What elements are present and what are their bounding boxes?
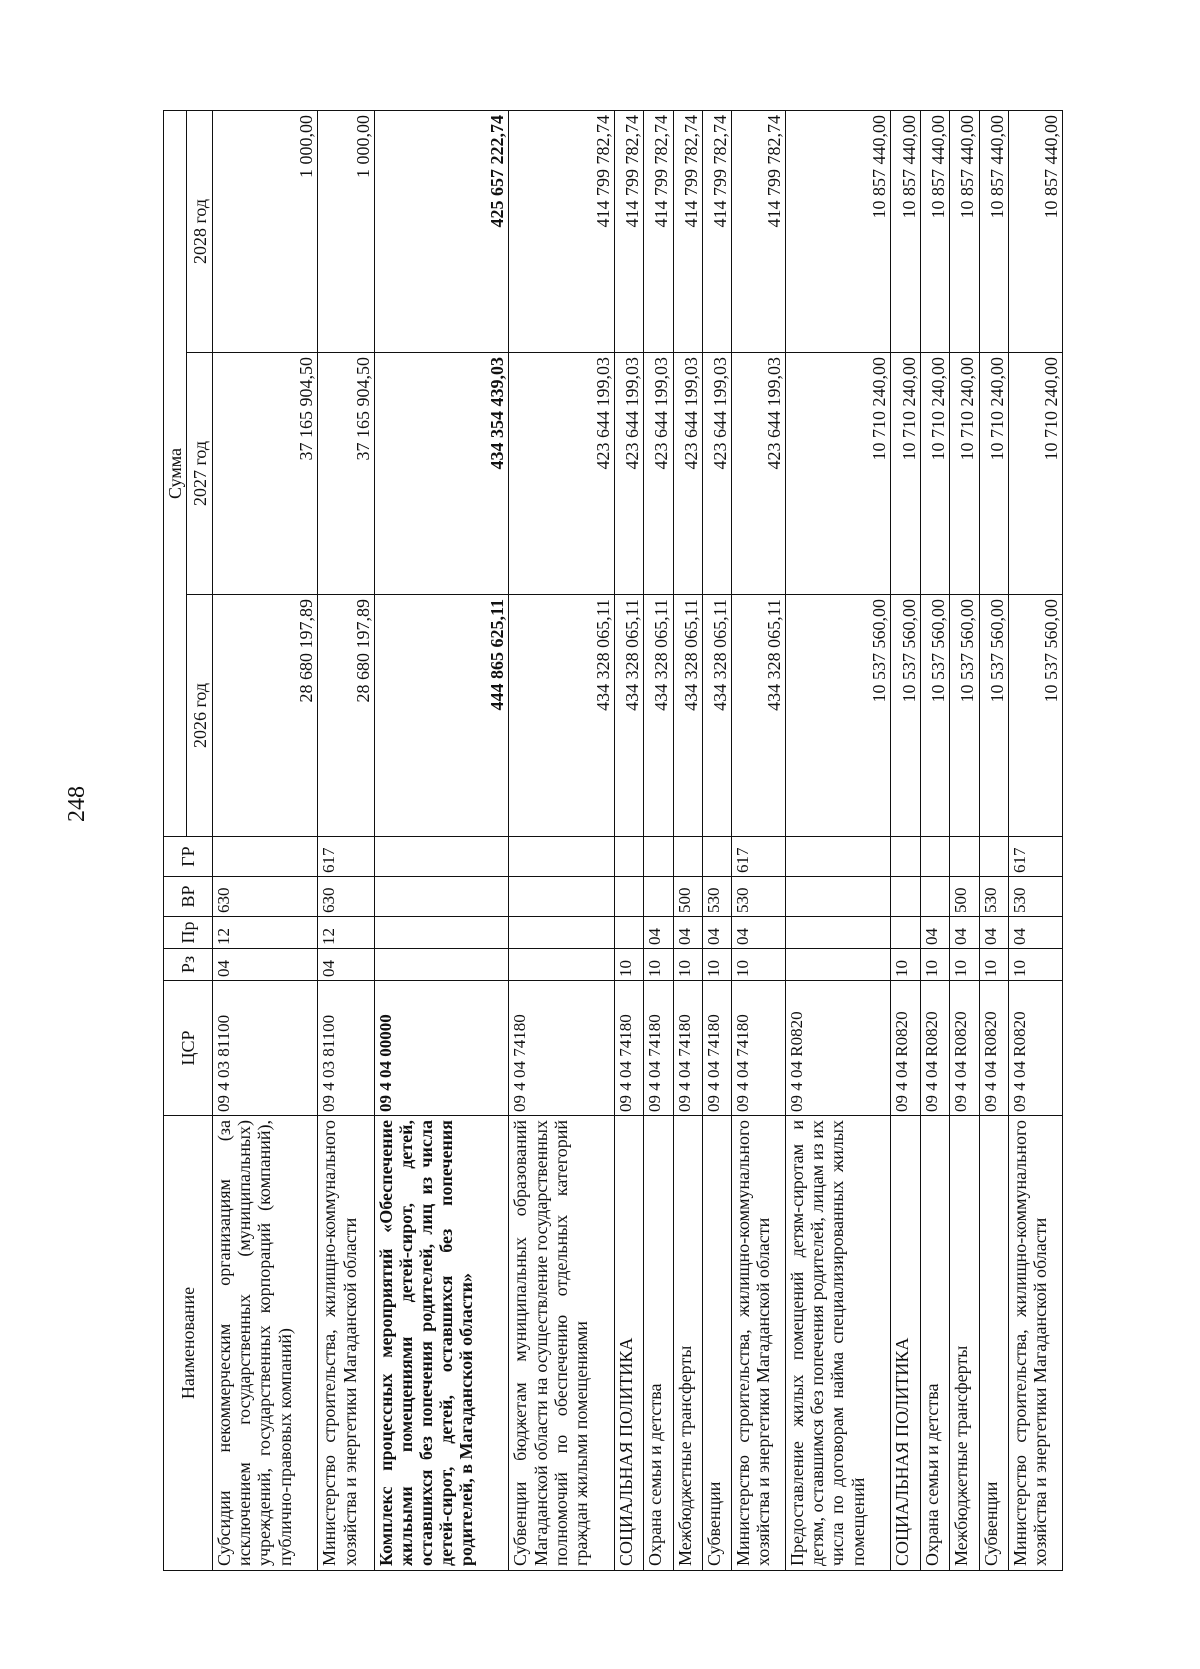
page-number: 248 <box>64 786 90 822</box>
header-rz: Рз <box>164 949 213 981</box>
row-sum-2026: 434 328 065,11 <box>614 595 643 837</box>
row-vr <box>920 877 949 917</box>
row-sum-2028: 10 857 440,00 <box>920 110 949 352</box>
row-pr: 04 <box>644 917 673 949</box>
row-sum-2028: 10 857 440,00 <box>891 110 920 352</box>
table-row <box>950 110 979 1570</box>
row-sum-2028: 10 857 440,00 <box>786 110 891 352</box>
row-csr: 09 4 04 R0820 <box>1008 981 1062 1116</box>
row-pr: 04 <box>673 917 702 949</box>
row-vr: 500 <box>673 877 702 917</box>
row-rz: 10 <box>673 949 702 981</box>
row-rz: 04 <box>318 949 374 981</box>
row-sum-2026: 28 680 197,89 <box>213 595 318 837</box>
row-vr <box>644 877 673 917</box>
row-rz: 10 <box>979 949 1008 981</box>
header-csr: ЦСР <box>164 981 213 1116</box>
row-name: Межбюджетные трансферты <box>950 1116 979 1571</box>
row-gr <box>374 837 509 877</box>
row-csr: 09 4 04 74180 <box>614 981 643 1116</box>
row-sum-2028: 10 857 440,00 <box>1008 110 1062 352</box>
row-sum-2026: 10 537 560,00 <box>920 595 949 837</box>
row-sum-2028: 10 857 440,00 <box>950 110 979 352</box>
row-vr: 500 <box>950 877 979 917</box>
row-vr: 530 <box>732 877 786 917</box>
row-rz: 10 <box>702 949 731 981</box>
row-sum-2028: 414 799 782,74 <box>702 110 731 352</box>
row-pr: 12 <box>318 917 374 949</box>
row-name: Субвенции <box>979 1116 1008 1571</box>
row-csr: 09 4 04 R0820 <box>979 981 1008 1116</box>
header-2028: 2028 год <box>187 110 213 352</box>
row-name: Министерство строительства, жилищно-коммунального хозяйства и энергетики Магаданской области <box>318 1116 374 1571</box>
table-row <box>702 110 731 1570</box>
row-sum-2027: 10 710 240,00 <box>979 353 1008 595</box>
row-rz: 10 <box>732 949 786 981</box>
row-name: Субвенции бюджетам муниципальных образований Магаданской области на осуществление государственных полномочий по обеспечению отдельных категорий граждан жилыми помещениями <box>509 1116 614 1571</box>
row-sum-2026: 434 328 065,11 <box>673 595 702 837</box>
row-sum-2026: 10 537 560,00 <box>1008 595 1062 837</box>
row-sum-2027: 423 644 199,03 <box>732 353 786 595</box>
row-pr: 04 <box>979 917 1008 949</box>
row-gr <box>950 837 979 877</box>
table-row <box>673 110 702 1570</box>
row-name: Предоставление жилых помещений детям-сиротам и детям, оставшимся без попечения родителей, лицам из их числа по договорам найма специализированных жилых помещений <box>786 1116 891 1571</box>
row-vr: 530 <box>702 877 731 917</box>
row-gr <box>644 837 673 877</box>
row-name: Субсидии некоммерческим организациям (за исключением государственных (муниципальных) учреждений, государственных корпораций (компаний), публично-правовых компаний) <box>213 1116 318 1571</box>
row-name: Субвенции <box>702 1116 731 1571</box>
header-2027: 2027 год <box>187 353 213 595</box>
row-gr <box>891 837 920 877</box>
row-sum-2027: 423 644 199,03 <box>702 353 731 595</box>
row-gr <box>213 837 318 877</box>
row-sum-2026: 434 328 065,11 <box>732 595 786 837</box>
row-csr: 09 4 03 81100 <box>213 981 318 1116</box>
budget-table <box>163 110 1063 1571</box>
row-sum-2028: 414 799 782,74 <box>644 110 673 352</box>
row-csr: 09 4 04 74180 <box>732 981 786 1116</box>
row-csr: 09 4 04 74180 <box>644 981 673 1116</box>
table-row <box>644 110 673 1570</box>
row-pr <box>509 917 614 949</box>
row-rz: 10 <box>1008 949 1062 981</box>
row-sum-2027: 37 165 904,50 <box>318 353 374 595</box>
row-sum-2026: 434 328 065,11 <box>644 595 673 837</box>
table-body <box>213 110 1063 1570</box>
row-sum-2026: 10 537 560,00 <box>786 595 891 837</box>
row-sum-2028: 425 657 222,74 <box>374 110 509 352</box>
row-name: Охрана семьи и детства <box>644 1116 673 1571</box>
table-row <box>1008 110 1062 1570</box>
row-gr <box>614 837 643 877</box>
row-sum-2028: 1 000,00 <box>213 110 318 352</box>
row-csr: 09 4 04 74180 <box>673 981 702 1116</box>
table-row <box>213 110 318 1570</box>
row-pr <box>786 917 891 949</box>
row-sum-2026: 10 537 560,00 <box>979 595 1008 837</box>
row-sum-2028: 414 799 782,74 <box>673 110 702 352</box>
row-vr <box>614 877 643 917</box>
row-gr: 617 <box>1008 837 1062 877</box>
row-sum-2026: 434 328 065,11 <box>702 595 731 837</box>
row-sum-2026: 444 865 625,11 <box>374 595 509 837</box>
row-sum-2028: 10 857 440,00 <box>979 110 1008 352</box>
row-sum-2028: 414 799 782,74 <box>509 110 614 352</box>
row-csr: 09 4 04 R0820 <box>891 981 920 1116</box>
row-vr: 630 <box>318 877 374 917</box>
row-sum-2027: 434 354 439,03 <box>374 353 509 595</box>
row-pr <box>374 917 509 949</box>
table-row <box>318 110 374 1570</box>
table-row <box>920 110 949 1570</box>
row-gr <box>786 837 891 877</box>
row-rz: 10 <box>644 949 673 981</box>
row-vr <box>786 877 891 917</box>
row-pr: 04 <box>732 917 786 949</box>
table-row <box>732 110 786 1570</box>
row-rz: 10 <box>891 949 920 981</box>
row-sum-2027: 423 644 199,03 <box>509 353 614 595</box>
row-gr <box>979 837 1008 877</box>
header-pr: Пр <box>164 917 213 949</box>
row-sum-2027: 10 710 240,00 <box>920 353 949 595</box>
header-2026: 2026 год <box>187 595 213 837</box>
row-pr <box>614 917 643 949</box>
row-pr: 12 <box>213 917 318 949</box>
row-pr: 04 <box>702 917 731 949</box>
row-rz <box>374 949 509 981</box>
row-name: Межбюджетные трансферты <box>673 1116 702 1571</box>
row-name: СОЦИАЛЬНАЯ ПОЛИТИКА <box>614 1116 643 1571</box>
row-csr: 09 4 04 74180 <box>509 981 614 1116</box>
row-sum-2027: 10 710 240,00 <box>891 353 920 595</box>
table-row <box>374 110 509 1570</box>
row-rz <box>786 949 891 981</box>
row-rz: 10 <box>920 949 949 981</box>
header-name: Наименование <box>164 1116 213 1571</box>
row-sum-2027: 423 644 199,03 <box>673 353 702 595</box>
row-gr <box>920 837 949 877</box>
row-csr: 09 4 03 81100 <box>318 981 374 1116</box>
header-vr: ВР <box>164 877 213 917</box>
row-sum-2026: 10 537 560,00 <box>891 595 920 837</box>
row-gr: 617 <box>318 837 374 877</box>
row-rz: 10 <box>950 949 979 981</box>
row-sum-2028: 1 000,00 <box>318 110 374 352</box>
row-name: Охрана семьи и детства <box>920 1116 949 1571</box>
row-vr <box>509 877 614 917</box>
table-row <box>979 110 1008 1570</box>
row-sum-2028: 414 799 782,74 <box>614 110 643 352</box>
row-sum-2027: 10 710 240,00 <box>950 353 979 595</box>
row-vr: 530 <box>1008 877 1062 917</box>
table-row <box>891 110 920 1570</box>
row-sum-2027: 10 710 240,00 <box>786 353 891 595</box>
row-csr: 09 4 04 R0820 <box>950 981 979 1116</box>
row-csr: 09 4 04 R0820 <box>920 981 949 1116</box>
row-sum-2027: 423 644 199,03 <box>644 353 673 595</box>
row-name: Министерство строительства, жилищно-коммунального хозяйства и энергетики Магаданской области <box>1008 1116 1062 1571</box>
row-sum-2026: 434 328 065,11 <box>509 595 614 837</box>
row-rz <box>509 949 614 981</box>
header-gr: ГР <box>164 837 213 877</box>
row-rz: 10 <box>614 949 643 981</box>
row-sum-2026: 28 680 197,89 <box>318 595 374 837</box>
row-name: Министерство строительства, жилищно-коммунального хозяйства и энергетики Магаданской области <box>732 1116 786 1571</box>
row-gr <box>702 837 731 877</box>
table-row <box>509 110 614 1570</box>
table-row <box>614 110 643 1570</box>
row-pr: 04 <box>920 917 949 949</box>
row-sum-2026: 10 537 560,00 <box>950 595 979 837</box>
row-sum-2027: 10 710 240,00 <box>1008 353 1062 595</box>
row-gr: 617 <box>732 837 786 877</box>
row-name: Комплекс процессных мероприятий «Обеспечение жильыми помещениями детей-сирот, детей, оставшихся без попечения родителей, лиц из числа детей-сирот, детей, оставшихся без попечения родителей, в Магаданской области» <box>374 1116 509 1571</box>
row-csr: 09 4 04 00000 <box>374 981 509 1116</box>
row-vr <box>891 877 920 917</box>
row-rz: 04 <box>213 949 318 981</box>
row-pr: 04 <box>950 917 979 949</box>
row-vr <box>374 877 509 917</box>
row-sum-2027: 37 165 904,50 <box>213 353 318 595</box>
row-pr <box>891 917 920 949</box>
rotated-page-content <box>163 111 1063 1571</box>
header-sum: Сумма <box>164 110 187 836</box>
row-name: СОЦИАЛЬНАЯ ПОЛИТИКА <box>891 1116 920 1571</box>
row-sum-2028: 414 799 782,74 <box>732 110 786 352</box>
row-gr <box>509 837 614 877</box>
row-csr: 09 4 04 74180 <box>702 981 731 1116</box>
row-vr: 630 <box>213 877 318 917</box>
row-csr: 09 4 04 R0820 <box>786 981 891 1116</box>
row-vr: 530 <box>979 877 1008 917</box>
row-gr <box>673 837 702 877</box>
row-pr: 04 <box>1008 917 1062 949</box>
table-row <box>786 110 891 1570</box>
row-sum-2027: 423 644 199,03 <box>614 353 643 595</box>
